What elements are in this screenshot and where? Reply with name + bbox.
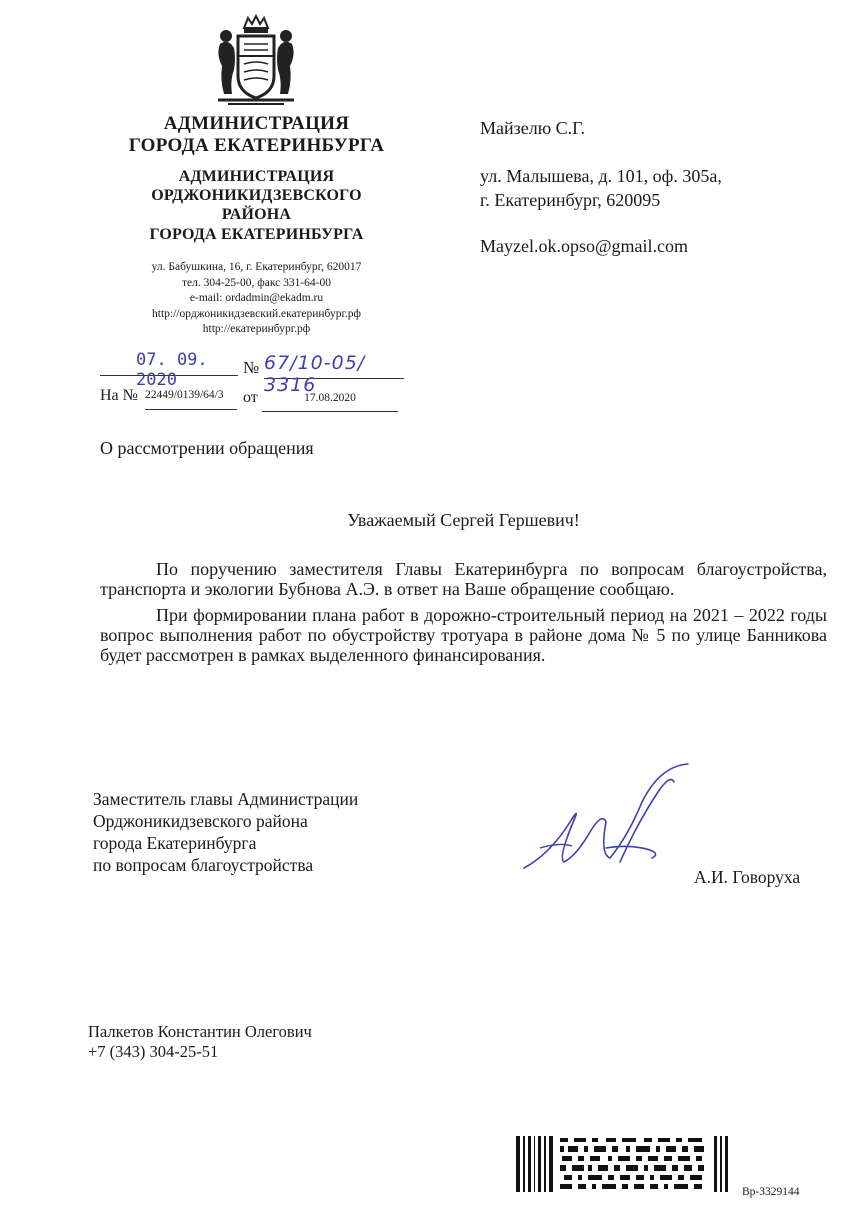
contact-email: e-mail: ordadmin@ekadm.ru [189,292,324,304]
registration-date-stamp: 07. 09. 2020 [100,350,238,376]
executor-block [88,1022,312,1062]
contact-website-city: http://екатеринбург.рф [202,323,311,335]
reference-label: На № [100,387,138,404]
paragraph-1: По поручению заместителя Главы Екатеринбурга по вопросам благоустройства, транспорта и экологии Бубнова А.Э. в ответ на Ваше обращение сообщаю. [100,559,827,599]
recipient-address-line1: ул. Малышева, д. 101, оф. 305а, [480,166,722,186]
recipient-email: Mayzel.ok.opso@gmail.com [480,236,689,256]
paragraph-2: При формировании плана работ в дорожно-строительный период на 2021 – 2022 годы вопрос выполнения работ по обустройству тротуара в районе дома № 5 по улице Банникова будет рассмотрен в рамках выделенного финансирования. [100,605,827,665]
registration-number-value: 67/10-05/ 3316 [264,352,404,379]
letter-subject: О рассмотрении обращения [100,438,314,458]
executor-name: Палкетов Константин Олегович [88,1022,312,1041]
reference-date: 17.08.2020 [262,389,398,412]
recipient-address-line2: г. Екатеринбург, 620095 [480,190,661,210]
salutation: Уважаемый Сергей Гершевич! [347,510,580,530]
document-code: Вр-3329144 [742,1186,800,1198]
reference-number: 22449/0139/64/3 [145,389,237,410]
position-line1: Заместитель главы Администрации [93,789,359,809]
position-line3: города Екатеринбурга [93,833,257,853]
reference-from-label: от [243,389,258,406]
signatory-position [93,788,358,876]
executor-phone: +7 (343) 304-25-51 [88,1042,219,1061]
org-name-line1: АДМИНИСТРАЦИЯ [163,113,350,134]
contact-website-district: http://орджоникидзевский.екатеринбург.рф [152,307,361,320]
coat-of-arms-emblem [214,14,298,110]
suborg-line1: АДМИНИСТРАЦИЯ [178,168,335,185]
org-name-line2: ГОРОДА ЕКАТЕРИНБУРГА [128,135,385,156]
contact-block [90,260,423,338]
contact-phone: тел. 304-25-00, факс 331-64-00 [181,276,332,289]
document-barcode [516,1134,728,1194]
position-line4: по вопросам благоустройства [93,855,314,875]
suborg-line3: РАЙОНА [221,206,292,223]
suborg-line2: ОРДЖОНИКИДЗЕВСКОГО [151,187,362,204]
registration-number-label: № [243,358,260,377]
contact-address: ул. Бабушкина, 16, г. Екатеринбург, 620017 [151,261,362,273]
suborg-line4: ГОРОДА ЕКАТЕРИНБУРГА [149,226,364,243]
letter-body [100,559,827,665]
recipient-name: Майзелю С.Г. [480,118,586,138]
handwritten-signature [510,762,700,892]
signatory-name: А.И. Говоруха [694,867,801,887]
position-line2: Орджоникидзевского района [93,811,308,831]
